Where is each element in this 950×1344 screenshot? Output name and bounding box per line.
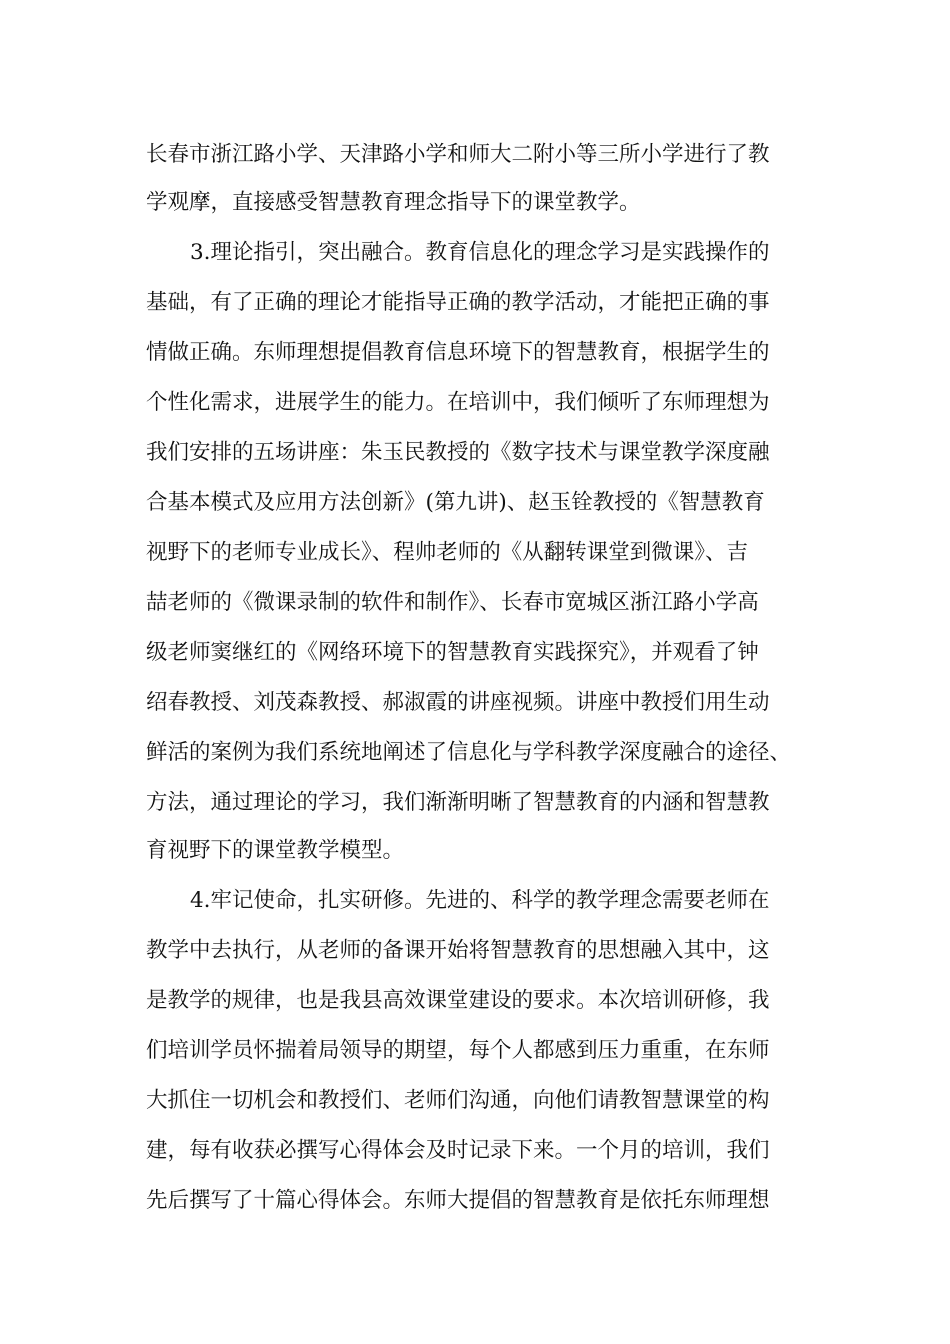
text-line-1: 长春市浙江路小学、天津路小学和师大二附小等三所小学进行了教 xyxy=(146,142,770,167)
text-line-22: 先后撰写了十篇心得体会。东师大提倡的智慧教育是依托东师理想 xyxy=(146,1188,770,1213)
text-line-12: 绍春教授、刘茂森教授、郝淑霞的讲座视频。讲座中教授们用生动 xyxy=(146,690,770,715)
text-line-21: 建，每有收获必撰写心得体会及时记录下来。一个月的培训，我们 xyxy=(146,1138,770,1163)
text-line-20: 大抓住一切机会和教授们、老师们沟通，向他们请教智慧课堂的构 xyxy=(146,1088,770,1113)
text-line-3: 3.理论指引，突出融合。教育信息化的理念学习是实践操作的 xyxy=(190,240,770,265)
text-line-15: 育视野下的课堂教学模型。 xyxy=(146,838,405,863)
text-line-11: 级老师窦继红的《网络环境下的智慧教育实践探究》，并观看了钟 xyxy=(146,640,759,665)
text-line-14: 方法，通过理论的学习，我们渐渐明晰了智慧教育的内涵和智慧教 xyxy=(146,790,770,815)
text-line-9: 视野下的老师专业成长》、程帅老师的《从翻转课堂到微课》、吉 xyxy=(146,540,749,565)
text-line-17: 教学中去执行，从老师的备课开始将智慧教育的思想融入其中，这 xyxy=(146,938,770,963)
text-line-5: 情做正确。东师理想提倡教育信息环境下的智慧教育，根据学生的 xyxy=(146,340,770,365)
text-line-16: 4.牢记使命，扎实研修。先进的、科学的教学理念需要老师在 xyxy=(190,888,770,913)
text-line-19: 们培训学员怀揣着局领导的期望，每个人都感到压力重重，在东师 xyxy=(146,1038,770,1063)
text-line-2: 学观摩，直接感受智慧教育理念指导下的课堂教学。 xyxy=(146,190,641,215)
text-line-13: 鲜活的案例为我们系统地阐述了信息化与学科教学深度融合的途径、 xyxy=(146,740,792,765)
text-line-4: 基础，有了正确的理论才能指导正确的教学活动，才能把正确的事 xyxy=(146,290,770,315)
text-line-10: 喆老师的《微课录制的软件和制作》、长春市宽城区浙江路小学高 xyxy=(146,590,759,615)
text-line-18: 是教学的规律，也是我县高效课堂建设的要求。本次培训研修，我 xyxy=(146,988,770,1013)
text-line-6: 个性化需求，进展学生的能力。在培训中，我们倾听了东师理想为 xyxy=(146,390,770,415)
text-line-8: 合基本模式及应用方法创新》(第九讲)、赵玉铨教授的《智慧教育 xyxy=(146,490,765,515)
text-line-7: 我们安排的五场讲座：朱玉民教授的《数字技术与课堂教学深度融 xyxy=(146,440,770,465)
